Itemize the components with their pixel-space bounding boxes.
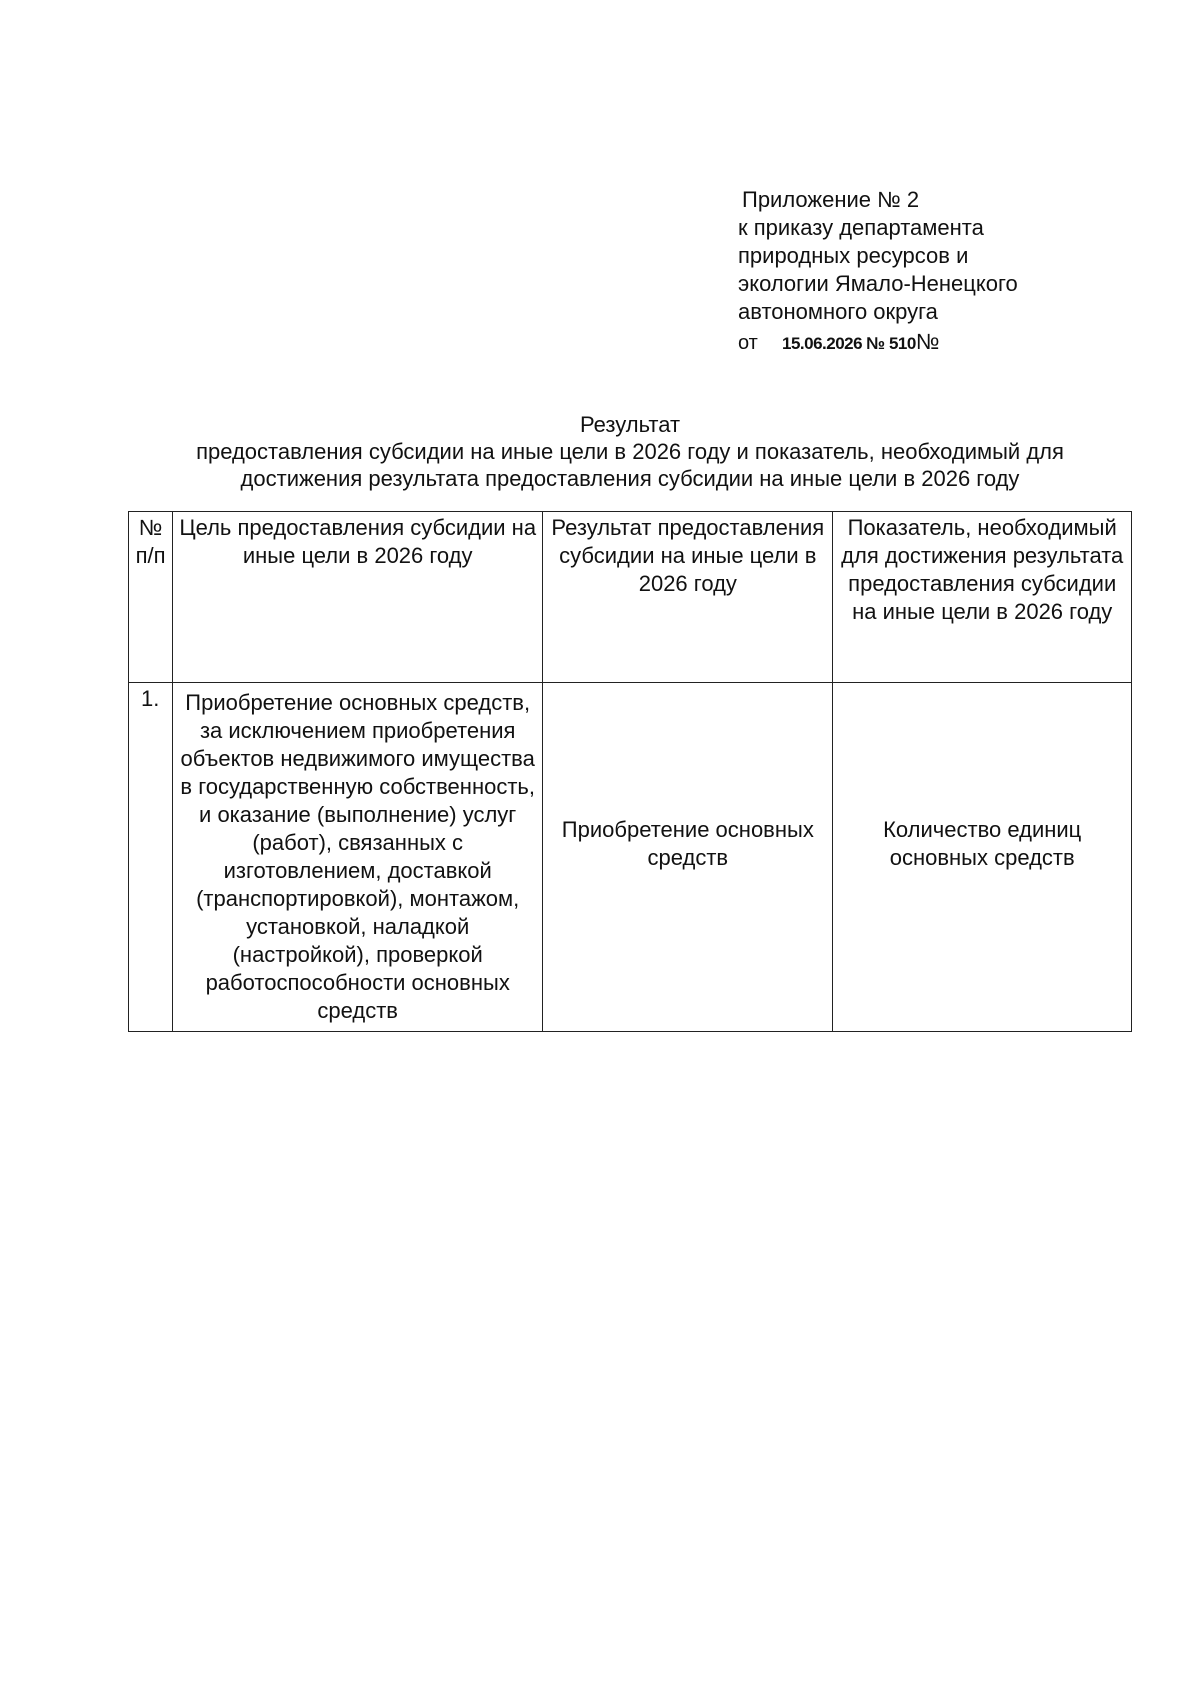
heading-title: Результат	[579, 412, 681, 437]
appendix-line: природных ресурсов и	[738, 243, 969, 268]
row-result: Приобретение основных средств	[543, 683, 833, 1032]
document-heading	[100, 411, 1160, 492]
appendix-line: к приказу департамента	[738, 215, 984, 240]
table-row	[129, 683, 1132, 1032]
results-table	[128, 511, 1132, 1032]
appendix-line: экологии Ямало-Ненецкого	[738, 271, 1018, 296]
row-number: 1.	[129, 683, 173, 1032]
appendix-date-line	[738, 328, 1098, 358]
heading-line: предоставления субсидии на иные цели в 2026 году и показатель, необходимый для	[196, 439, 1064, 464]
row-indicator: Количество единиц основных средств	[833, 683, 1132, 1032]
appendix-block	[738, 186, 1098, 358]
table-header-row	[129, 512, 1132, 683]
number-sign: №	[915, 329, 940, 354]
row-goal: Приобретение основных средств, за исключением приобретения объектов недвижимого имущества в государственную собственность, и оказание (выполнение) услуг (работ), связанных с изготовлением, доставкой (транспортировкой), монтажом, установкой, наладкой (настройкой), проверкой работоспособности основных средств	[173, 683, 543, 1032]
appendix-line: автономного округа	[738, 299, 938, 324]
header-result: Результат предоставления субсидии на иные цели в 2026 году	[543, 512, 833, 683]
appendix-title: Приложение № 2	[742, 187, 920, 212]
heading-line: достижения результата предоставления субсидии на иные цели в 2026 году	[240, 466, 1020, 491]
header-indicator: Показатель, необходимый для достижения результата предоставления субсидии на иные цели в 2026 году	[833, 512, 1132, 683]
date-prefix: от	[738, 332, 758, 354]
header-goal: Цель предоставления субсидии на иные цели в 2026 году	[173, 512, 543, 683]
order-date-number: 15.06.2026 № 510	[782, 334, 916, 353]
header-number: № п/п	[129, 512, 173, 683]
